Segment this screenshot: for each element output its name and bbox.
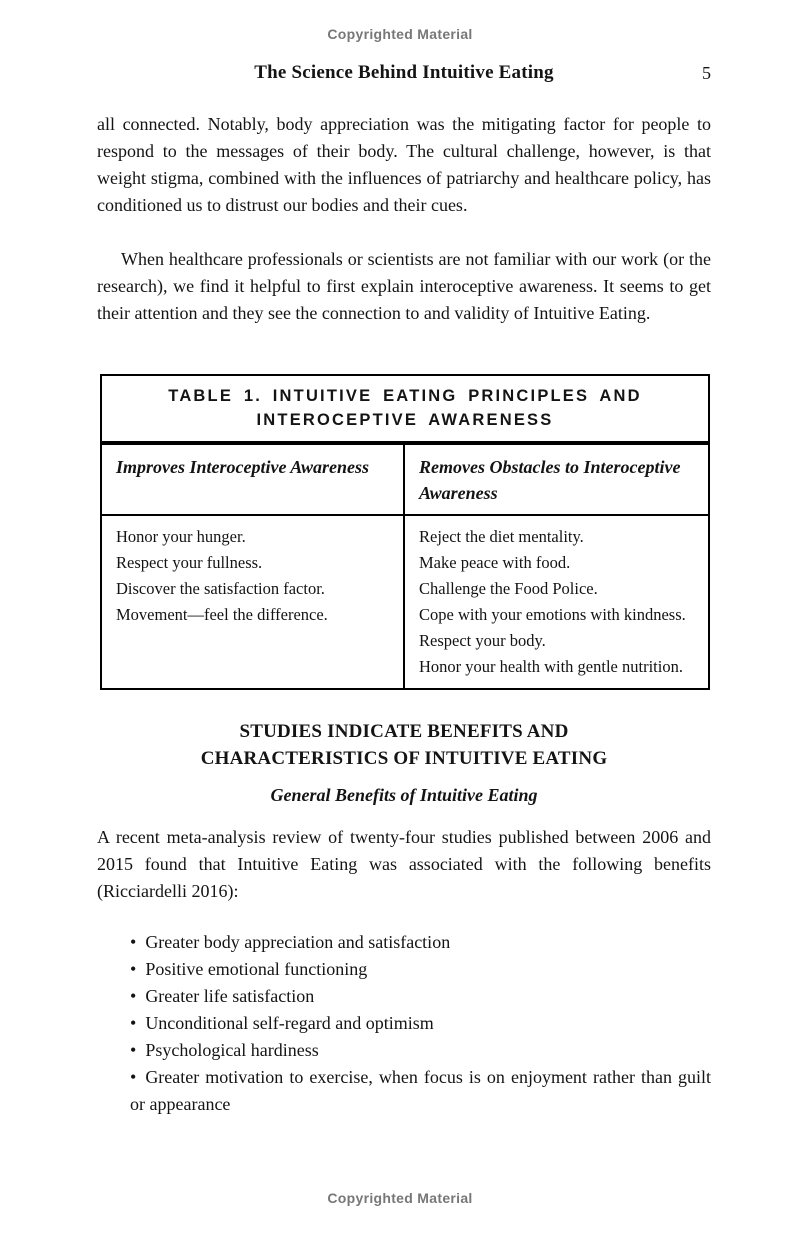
list-item [130, 956, 711, 983]
table-1-left-header: Improves Interoceptive Awareness [102, 445, 405, 514]
table-item: Movement—feel the difference. [116, 605, 328, 624]
list-item-text: Unconditional self-regard and optimism [145, 1013, 434, 1033]
table-item: Respect your fullness. [116, 553, 263, 572]
table-1-left-cell [102, 516, 405, 688]
table-item: Make peace with food. [419, 553, 571, 572]
paragraph-1: all connected. Notably, body appreciation was the mitigating factor for people to respond to the messages of their body. The cultural challenge, however, is that weight stigma, combined with the influences of patriarchy and healthcare policy, has conditioned us to distrust our bodies and their cues. [97, 114, 711, 215]
table-1-title-line2: INTEROCEPTIVE AWARENESS [256, 411, 554, 429]
table-1-title-line1: TABLE 1. INTUITIVE EATING PRINCIPLES AND [168, 387, 642, 405]
list-item [130, 1010, 711, 1037]
bullet-icon: • [130, 932, 137, 952]
list-item [130, 983, 711, 1010]
running-head-title: The Science Behind Intuitive Eating [254, 62, 554, 83]
table-1-header-row [102, 445, 708, 516]
table-1-body-row [102, 516, 708, 688]
watermark-bottom: Copyrighted Material [327, 1190, 473, 1206]
table-item: Reject the diet mentality. [419, 527, 584, 546]
list-item [130, 1064, 711, 1118]
table-1-title [102, 376, 708, 445]
bullet-icon: • [130, 959, 137, 979]
table-item: Challenge the Food Police. [419, 579, 598, 598]
bullet-icon: • [130, 1040, 137, 1060]
list-item [130, 929, 711, 956]
section-subheading: General Benefits of Intuitive Eating [270, 785, 538, 805]
table-item: Discover the satisfaction factor. [116, 579, 325, 598]
list-item [130, 1037, 711, 1064]
benefits-list [97, 929, 711, 1118]
table-item: Cope with your emotions with kindness. [419, 605, 686, 624]
page-number: 5 [702, 63, 711, 83]
table-1-right-cell [405, 516, 708, 688]
section-heading-line1: STUDIES INDICATE BENEFITS AND [239, 721, 569, 742]
section-heading [97, 718, 711, 772]
table-item: Honor your hunger. [116, 527, 246, 546]
table-item: Honor your health with gentle nutrition. [419, 657, 683, 676]
watermark-top: Copyrighted Material [327, 26, 473, 42]
table-item: Respect your body. [419, 631, 546, 650]
table-1-right-header: Removes Obstacles to Interoceptive Awareness [419, 457, 681, 503]
paragraph-3: A recent meta-analysis review of twenty-four studies published between 2006 and 2015 found that Intuitive Eating was associated with the following benefits (Ricciardelli 2016): [97, 827, 711, 901]
list-item-text: Positive emotional functioning [145, 959, 368, 979]
bullet-icon: • [130, 986, 137, 1006]
bullet-icon: • [130, 1067, 137, 1087]
list-item-text: Psychological hardiness [145, 1040, 319, 1060]
section-heading-line2: CHARACTERISTICS OF INTUITIVE EATING [200, 748, 608, 769]
running-head [97, 62, 711, 88]
bullet-icon: • [130, 1013, 137, 1033]
table-1 [100, 374, 710, 690]
list-item-text: Greater body appreciation and satisfaction [145, 932, 451, 952]
paragraph-2: When healthcare professionals or scientists are not familiar with our work (or the research), we find it helpful to first explain interoceptive awareness. It seems to get their attention and they see the connection to and validity of Intuitive Eating. [97, 249, 711, 323]
list-item-text: Greater motivation to exercise, when focus is on enjoyment rather than guilt or appearance [130, 1067, 711, 1114]
list-item-text: Greater life satisfaction [145, 986, 315, 1006]
